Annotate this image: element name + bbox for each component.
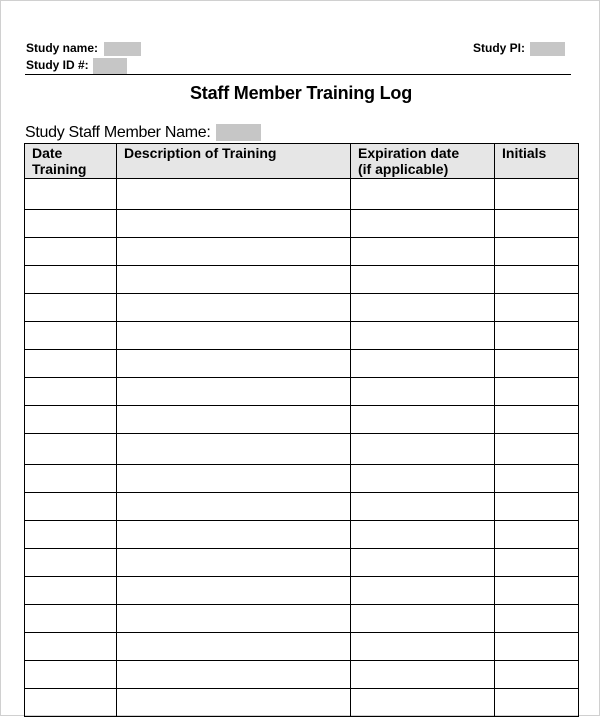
- table-row: [25, 605, 579, 633]
- initials-cell[interactable]: [495, 549, 579, 577]
- description-cell[interactable]: [117, 521, 351, 549]
- table-row: [25, 179, 579, 210]
- date-training-cell[interactable]: [25, 605, 117, 633]
- initials-cell[interactable]: [495, 294, 579, 322]
- description-cell[interactable]: [117, 689, 351, 717]
- date-training-cell[interactable]: [25, 689, 117, 717]
- training-log-table: [24, 143, 579, 717]
- description-cell[interactable]: [117, 633, 351, 661]
- expiration-date-cell[interactable]: [351, 605, 495, 633]
- table-row: [25, 577, 579, 605]
- table-row: [25, 633, 579, 661]
- description-cell[interactable]: [117, 549, 351, 577]
- description-cell[interactable]: [117, 294, 351, 322]
- table-row: [25, 210, 579, 238]
- expiration-date-cell[interactable]: [351, 322, 495, 350]
- date-training-cell[interactable]: [25, 661, 117, 689]
- description-cell[interactable]: [117, 605, 351, 633]
- initials-cell[interactable]: [495, 521, 579, 549]
- expiration-date-cell[interactable]: [351, 179, 495, 210]
- date-training-cell[interactable]: [25, 238, 117, 266]
- initials-cell[interactable]: [495, 493, 579, 521]
- staff-member-label: Study Staff Member Name:: [25, 124, 211, 141]
- date-training-cell[interactable]: [25, 493, 117, 521]
- expiration-date-cell[interactable]: [351, 549, 495, 577]
- description-cell[interactable]: [117, 210, 351, 238]
- staff-member-redacted-field[interactable]: [216, 124, 261, 141]
- date-training-cell[interactable]: [25, 266, 117, 294]
- initials-cell[interactable]: [495, 322, 579, 350]
- description-cell[interactable]: [117, 493, 351, 521]
- expiration-date-cell[interactable]: [351, 493, 495, 521]
- initials-cell[interactable]: [495, 661, 579, 689]
- expiration-date-cell[interactable]: [351, 633, 495, 661]
- date-training-cell[interactable]: [25, 294, 117, 322]
- table-row: [25, 521, 579, 549]
- table-row: [25, 238, 579, 266]
- header-divider: [25, 74, 571, 75]
- date-training-cell[interactable]: [25, 179, 117, 210]
- description-cell[interactable]: [117, 350, 351, 378]
- description-cell[interactable]: [117, 577, 351, 605]
- date-training-cell[interactable]: [25, 322, 117, 350]
- expiration-date-cell[interactable]: [351, 661, 495, 689]
- expiration-date-cell[interactable]: [351, 689, 495, 717]
- table-row: [25, 406, 579, 434]
- initials-cell[interactable]: [495, 605, 579, 633]
- date-training-cell[interactable]: [25, 521, 117, 549]
- table-row: [25, 378, 579, 406]
- expiration-date-cell[interactable]: [351, 465, 495, 493]
- study-id-line: [26, 58, 127, 74]
- date-training-cell[interactable]: [25, 434, 117, 465]
- column-header-initials: Initials: [495, 144, 579, 179]
- expiration-date-cell[interactable]: [351, 294, 495, 322]
- table-row: [25, 266, 579, 294]
- initials-cell[interactable]: [495, 465, 579, 493]
- expiration-date-cell[interactable]: [351, 577, 495, 605]
- expiration-date-cell[interactable]: [351, 406, 495, 434]
- study-id-redacted-field[interactable]: [93, 58, 127, 74]
- initials-cell[interactable]: [495, 406, 579, 434]
- initials-cell[interactable]: [495, 350, 579, 378]
- table-row: [25, 434, 579, 465]
- description-cell[interactable]: [117, 179, 351, 210]
- table-row: [25, 350, 579, 378]
- initials-cell[interactable]: [495, 179, 579, 210]
- study-id-label: Study ID #:: [26, 58, 89, 73]
- table-header-row: [25, 144, 579, 179]
- expiration-date-cell[interactable]: [351, 521, 495, 549]
- date-training-cell[interactable]: [25, 549, 117, 577]
- date-training-cell[interactable]: [25, 465, 117, 493]
- page-title: Staff Member Training Log: [189, 83, 412, 103]
- study-pi-label: Study PI:: [473, 41, 526, 55]
- description-cell[interactable]: [117, 378, 351, 406]
- table-row: [25, 689, 579, 717]
- table-row: [25, 549, 579, 577]
- description-cell[interactable]: [117, 238, 351, 266]
- initials-cell[interactable]: [495, 378, 579, 406]
- description-cell[interactable]: [117, 322, 351, 350]
- initials-cell[interactable]: [495, 434, 579, 465]
- expiration-date-cell[interactable]: [351, 350, 495, 378]
- study-pi-redacted-field[interactable]: [530, 42, 565, 56]
- staff-member-line: [25, 124, 261, 142]
- initials-cell[interactable]: [495, 238, 579, 266]
- date-training-cell[interactable]: [25, 577, 117, 605]
- column-header-expiration-date: Expiration date (if applicable): [351, 144, 495, 179]
- expiration-date-cell[interactable]: [351, 378, 495, 406]
- expiration-date-cell[interactable]: [351, 210, 495, 238]
- table-row: [25, 465, 579, 493]
- date-training-cell[interactable]: [25, 378, 117, 406]
- study-name-label: Study name:: [26, 41, 99, 55]
- description-cell[interactable]: [117, 434, 351, 465]
- expiration-date-cell[interactable]: [351, 238, 495, 266]
- date-training-cell[interactable]: [25, 210, 117, 238]
- study-name-redacted-field[interactable]: [104, 42, 141, 56]
- study-pi-line: [473, 41, 565, 56]
- expiration-date-cell[interactable]: [351, 434, 495, 465]
- description-cell[interactable]: [117, 406, 351, 434]
- description-cell[interactable]: [117, 266, 351, 294]
- initials-cell[interactable]: [495, 266, 579, 294]
- initials-cell[interactable]: [495, 689, 579, 717]
- initials-cell[interactable]: [495, 577, 579, 605]
- table-row: [25, 322, 579, 350]
- date-training-cell[interactable]: [25, 406, 117, 434]
- expiration-date-cell[interactable]: [351, 266, 495, 294]
- table-row: [25, 493, 579, 521]
- date-training-cell[interactable]: [25, 350, 117, 378]
- description-cell[interactable]: [117, 465, 351, 493]
- column-header-description: Description of Training: [117, 144, 351, 179]
- study-name-line: [26, 41, 141, 56]
- date-training-cell[interactable]: [25, 633, 117, 661]
- table-row: [25, 661, 579, 689]
- column-header-date-training: Date Training: [25, 144, 117, 179]
- initials-cell[interactable]: [495, 633, 579, 661]
- description-cell[interactable]: [117, 661, 351, 689]
- table-row: [25, 294, 579, 322]
- initials-cell[interactable]: [495, 210, 579, 238]
